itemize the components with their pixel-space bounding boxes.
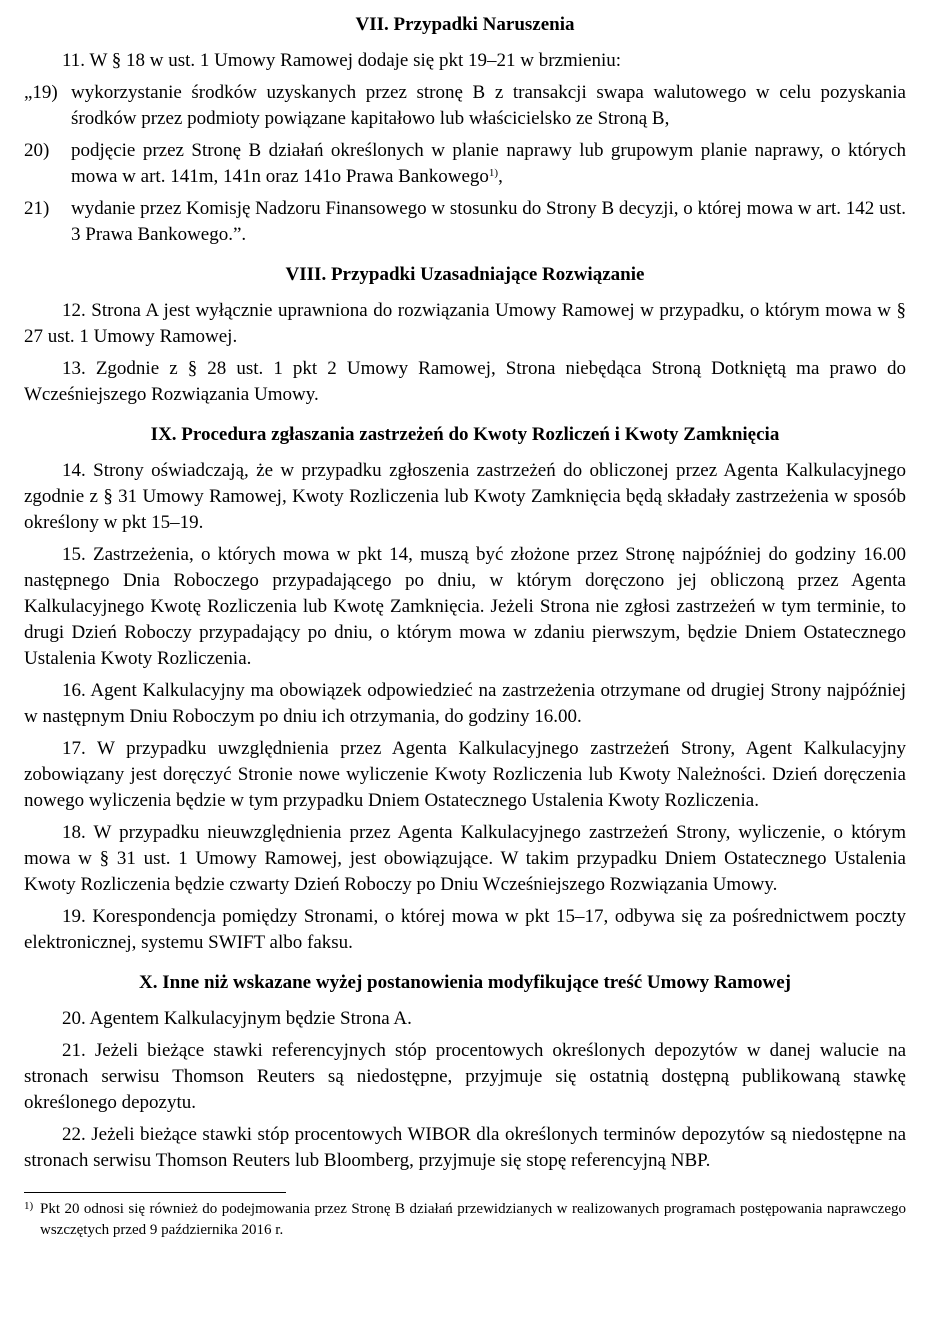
paragraph-20: 20. Agentem Kalkulacyjnym będzie Strona A. [62,1008,412,1029]
list-item-number: „19) [24,82,58,103]
section-vii [24,12,906,248]
paragraph-22: 22. Jeżeli bieżące stawki stóp procentowych WIBOR dla określonych terminów depozytów są niedostępne na stronach serwisu Thomson Reuters lub Bloomberg, przyjmuje się stopę referencyjną NBP. [24,1124,906,1171]
list-item-text: wykorzystanie środków uzyskanych przez stronę B z transakcji swapa walutowego w celu pozyskania środków przez podmioty powiązane kapitałowo lub właścicielsko ze Stroną B, [71,82,906,129]
list-item-text: wydanie przez Komisję Nadzoru Finansowego w stosunku do Strony B decyzji, o której mowa w art. 142 ust. 3 Prawa Bankowego.”. [71,198,906,245]
footnote-reference[interactable]: 1) [488,167,499,179]
paragraph-18: 18. W przypadku nieuwzględnienia przez Agenta Kalkulacyjnego zastrzeżeń Strony, wyliczenie, o którym mowa w § 31 ust. 1 Umowy Ramowej, jest obowiązujące. W takim przypadku Dniem Ostatecznego Ustalenia Kwoty Rozliczenia będzie czwarty Dzień Roboczy po Dniu Wcześniejszego Rozwiązania Umowy. [24,822,906,895]
list-item-20 [24,138,906,190]
footnote-divider [24,1192,286,1193]
paragraph-15: 15. Zastrzeżenia, o których mowa w pkt 14, muszą być złożone przez Stronę najpóźniej do godziny 16.00 następnego Dnia Roboczego przypadającego po dniu, w którym doręczono jej obliczoną przez Agenta Kalkulacyjnego Kwotę Rozliczenia lub Kwotę Zamknięcia. Jeżeli Strona nie zgłosi zastrzeżeń w tym terminie, to drugi Dzień Roboczy przypadający po dniu, o którym mowa w zdaniu pierwszym, będzie Dniem Ostatecznego Ustalenia Kwoty Rozliczenia. [24,544,906,669]
paragraph-14: 14. Strony oświadczają, że w przypadku zgłoszenia zastrzeżeń do obliczonej przez Agenta Kalkulacyjnego zgodnie z § 31 Umowy Ramowej, Kwoty Rozliczenia lub Kwoty Zamknięcia będą składały zastrzeżenia w sposób określony w pkt 15–19. [24,460,906,533]
document-page [24,12,906,1241]
paragraph-17: 17. W przypadku uwzględnienia przez Agenta Kalkulacyjnego zastrzeżeń Strony, Agent Kalkulacyjny zobowiązany jest doręczyć Stronie nowe wyliczenie Kwoty Rozliczenia lub Kwoty Należności. Dzień doręczenia nowego wyliczenia będzie w tym przypadku Dniem Ostatecznego Ustalenia Kwoty Rozliczenia. [24,738,906,811]
footnote [24,1199,906,1241]
paragraph-11: 11. W § 18 w ust. 1 Umowy Ramowej dodaje się pkt 19–21 w brzmieniu: [62,50,622,71]
section-heading: IX. Procedura zgłaszania zastrzeżeń do Kwoty Rozliczeń i Kwoty Zamknięcia [150,424,780,445]
section-ix [24,422,906,956]
list-item-19 [24,80,906,132]
section-viii [24,262,906,408]
list-item-number: 20) [24,140,50,161]
section-x [24,970,906,1174]
section-heading: VII. Przypadki Naruszenia [355,14,575,35]
paragraph-12: 12. Strona A jest wyłącznie uprawniona do rozwiązania Umowy Ramowej w przypadku, o którym mowa w § 27 ust. 1 Umowy Ramowej. [24,300,906,347]
section-heading: VIII. Przypadki Uzasadniające Rozwiązanie [285,264,645,285]
list-item-text: podjęcie przez Stronę B działań określonych w planie naprawy lub grupowym planie naprawy, o których mowa w art. 141m, 141n oraz 141o Prawa Bankowego [71,140,906,187]
section-heading: X. Inne niż wskazane wyżej postanowienia modyfikujące treść Umowy Ramowej [139,972,791,993]
paragraph-21: 21. Jeżeli bieżące stawki referencyjnych stóp procentowych określonych depozytów w danej walucie na stronach serwisu Thomson Reuters są niedostępne, przyjmuje się ostatnią dostępną publikowaną stawkę określonego depozytu. [24,1040,906,1113]
footnote-mark: 1) [24,1200,34,1212]
list-item-21 [24,196,906,248]
list-item-tail: , [498,166,503,187]
paragraph-16: 16. Agent Kalkulacyjny ma obowiązek odpowiedzieć na zastrzeżenia otrzymane od drugiej Strony najpóźniej w następnym Dniu Roboczym po dniu ich otrzymania, do godziny 16.00. [24,680,906,727]
footnote-text: Pkt 20 odnosi się również do podejmowania przez Stronę B działań przewidzianych w realizowanych programach postępowania naprawczego wszczętych przed 9 października 2016 r. [40,1201,906,1238]
paragraph-13: 13. Zgodnie z § 28 ust. 1 pkt 2 Umowy Ramowej, Strona niebędąca Stroną Dotkniętą ma prawo do Wcześniejszego Rozwiązania Umowy. [24,358,906,405]
paragraph-19: 19. Korespondencja pomiędzy Stronami, o której mowa w pkt 15–17, odbywa się za pośrednictwem poczty elektronicznej, systemu SWIFT albo faksu. [24,906,906,953]
list-item-number: 21) [24,198,50,219]
